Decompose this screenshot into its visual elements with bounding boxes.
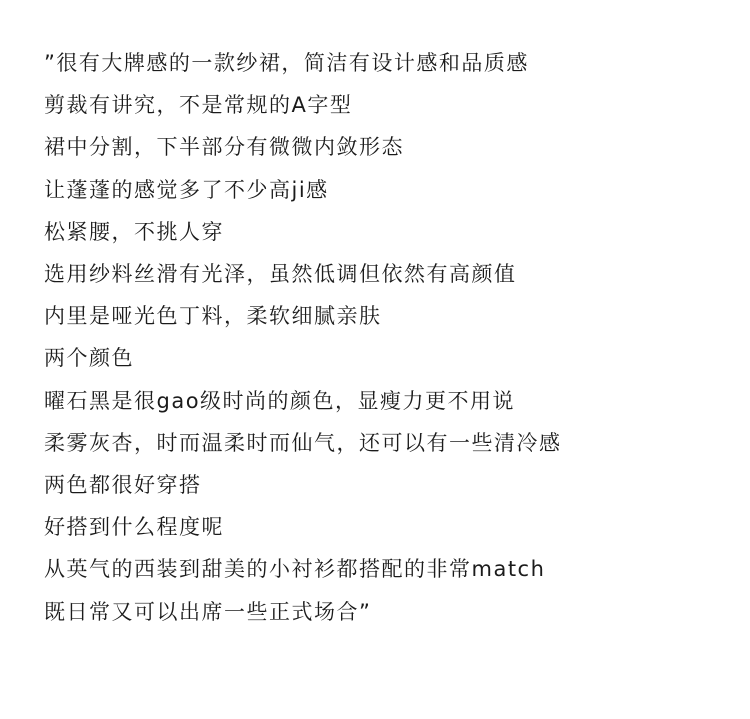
text-line: 让蓬蓬的感觉多了不少高ji感 [44,177,329,202]
text-line: 柔雾灰杏，时而温柔时而仙气，还可以有一些清冷感 [44,430,562,455]
text-line: 裙中分割，下半部分有微微内敛形态 [44,135,404,160]
text-line: 两个颜色 [44,346,134,371]
text-line: 内里是哑光色丁料，柔软细腻亲肤 [44,304,382,329]
text-line: 选用纱料丝滑有光泽，虽然低调但依然有高颜值 [44,262,517,287]
text-line: 曜石黑是很gao级时尚的颜色，显瘦力更不用说 [44,388,516,413]
description-text [44,42,724,633]
text-line: 好搭到什么程度呢 [44,515,224,540]
text-line: 既日常又可以出席一些正式场合” [44,599,372,624]
text-line: 两色都很好穿搭 [44,473,202,498]
text-line: 松紧腰，不挑人穿 [44,219,224,244]
text-line: 从英气的西装到甜美的小衬衫都搭配的非常match [44,557,546,582]
text-line: ”很有大牌感的一款纱裙，简洁有设计感和品质感 [44,51,529,75]
text-line: 剪裁有讲究，不是常规的A字型 [44,93,353,118]
